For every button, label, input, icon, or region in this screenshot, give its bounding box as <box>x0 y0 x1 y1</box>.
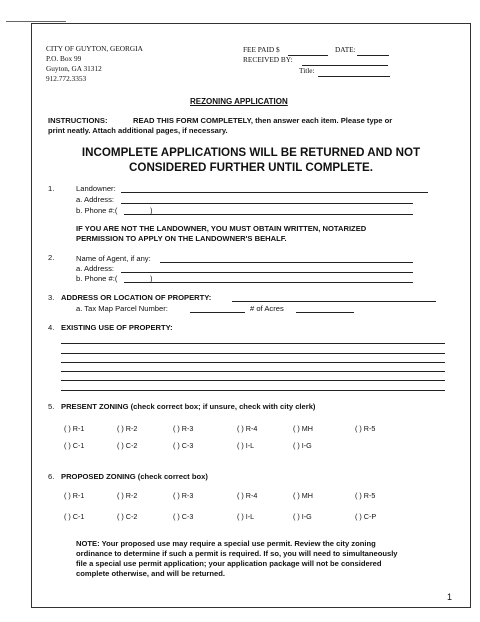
item-4-number: 4. <box>48 323 55 332</box>
warning-line-2: CONSIDERED FURTHER UNTIL COMPLETE. <box>129 161 373 174</box>
present-zoning-c1[interactable]: ( ) C-1 <box>64 441 85 450</box>
existing-use-line-3[interactable] <box>61 362 445 363</box>
proposed-zoning-r4[interactable]: ( ) R-4 <box>237 491 258 500</box>
note-line-3: file a special use permit application; your application package will not be considered <box>76 559 382 568</box>
agent-label: Name of Agent, if any: <box>76 254 151 263</box>
page-border-left <box>31 23 32 607</box>
agent-phone-field[interactable] <box>124 282 413 283</box>
landowner-phone-close: ) <box>150 206 153 215</box>
proposed-zoning-mh[interactable]: ( ) MH <box>293 491 313 500</box>
agent-address-field[interactable] <box>121 272 413 273</box>
note-line-1: NOTE: Your proposed use may require a special use permit. Review the city zoning <box>76 539 376 548</box>
proposed-zoning-c3[interactable]: ( ) C-3 <box>173 512 194 521</box>
item-5-number: 5. <box>48 402 55 411</box>
tax-map-field[interactable] <box>190 312 245 313</box>
landowner-notice-line-2: PERMISSION TO APPLY ON THE LANDOWNER'S BEHALF. <box>76 234 287 243</box>
present-zoning-mh[interactable]: ( ) MH <box>293 424 313 433</box>
agent-address-label: a. Address: <box>76 264 114 273</box>
proposed-zoning-cp[interactable]: ( ) C-P <box>355 512 377 521</box>
title-label: Title: <box>299 66 315 75</box>
date-label: DATE: <box>335 45 356 54</box>
item-2-number: 2. <box>48 253 55 262</box>
present-zoning-r2[interactable]: ( ) R-2 <box>117 424 138 433</box>
landowner-notice-line-1: IF YOU ARE NOT THE LANDOWNER, YOU MUST OBTAIN WRITTEN, NOTARIZED <box>76 224 367 233</box>
agent-phone-close: ) <box>150 274 153 283</box>
present-zoning-il[interactable]: ( ) I-L <box>237 441 255 450</box>
landowner-phone-field[interactable] <box>124 214 413 215</box>
page-border-top <box>31 23 471 24</box>
date-field[interactable] <box>357 55 389 56</box>
note-line-4: complete otherwise, and will be returned. <box>76 569 225 578</box>
proposed-zoning-r3[interactable]: ( ) R-3 <box>173 491 194 500</box>
po-box: P.O. Box 99 <box>46 54 82 63</box>
acres-label: # of Acres <box>250 304 284 313</box>
existing-use-line-2[interactable] <box>61 353 445 354</box>
existing-use-line-6[interactable] <box>61 390 445 391</box>
proposed-zoning-r1[interactable]: ( ) R-1 <box>64 491 85 500</box>
present-zoning-ig[interactable]: ( ) I-G <box>293 441 312 450</box>
present-zoning-r3[interactable]: ( ) R-3 <box>173 424 194 433</box>
page-border-bottom <box>31 607 471 608</box>
note-line-2: ordinance to determine if such a permit is required. If so, you will need to simultaneously <box>76 549 398 558</box>
warning-line-1: INCOMPLETE APPLICATIONS WILL BE RETURNED AND NOT <box>81 146 421 159</box>
item-1-number: 1. <box>48 184 55 193</box>
landowner-phone-label: b. Phone #:( <box>76 206 118 215</box>
form-title: REZONING APPLICATION <box>190 97 288 106</box>
proposed-zoning-il[interactable]: ( ) I-L <box>237 512 255 521</box>
instructions-label: INSTRUCTIONS: <box>48 116 108 125</box>
property-location-label: ADDRESS OR LOCATION OF PROPERTY: <box>61 293 212 302</box>
proposed-zoning-r5[interactable]: ( ) R-5 <box>355 491 376 500</box>
instructions-line-1: READ THIS FORM COMPLETELY, then answer each item. Please type or <box>133 116 393 125</box>
received-by-field[interactable] <box>302 65 388 66</box>
page-border-right <box>470 23 471 607</box>
proposed-zoning-label: PROPOSED ZONING (check correct box) <box>61 472 208 481</box>
instructions-line-2: print neatly. Attach additional pages, if necessary. <box>48 126 228 135</box>
city-name: CITY OF GUYTON, GEORGIA <box>46 44 143 53</box>
item-6-number: 6. <box>48 472 55 481</box>
agent-phone-label: b. Phone #:( <box>76 274 118 283</box>
present-zoning-c2[interactable]: ( ) C-2 <box>117 441 138 450</box>
fee-paid-field[interactable] <box>288 55 328 56</box>
landowner-address-label: a. Address: <box>76 195 114 204</box>
landowner-label: Landowner: <box>76 184 116 193</box>
page-number: 1 <box>447 592 453 602</box>
landowner-field[interactable] <box>121 192 428 193</box>
fee-paid-label: FEE PAID $ <box>243 45 280 54</box>
proposed-zoning-c2[interactable]: ( ) C-2 <box>117 512 138 521</box>
agent-field[interactable] <box>160 262 413 263</box>
present-zoning-label: PRESENT ZONING (check correct box; if unsure, check with city clerk) <box>61 402 316 411</box>
present-zoning-r1[interactable]: ( ) R-1 <box>64 424 85 433</box>
title-field[interactable] <box>318 76 390 77</box>
tax-map-label: a. Tax Map Parcel Number: <box>76 304 168 313</box>
property-location-field[interactable] <box>232 301 436 302</box>
proposed-zoning-r2[interactable]: ( ) R-2 <box>117 491 138 500</box>
existing-use-line-1[interactable] <box>61 343 445 344</box>
existing-use-line-4[interactable] <box>61 371 445 372</box>
existing-use-label: EXISTING USE OF PROPERTY: <box>61 323 173 332</box>
scan-mark <box>6 21 66 22</box>
acres-field[interactable] <box>296 312 354 313</box>
present-zoning-c3[interactable]: ( ) C-3 <box>173 441 194 450</box>
received-by-label: RECEIVED BY: <box>243 55 293 64</box>
landowner-address-field[interactable] <box>121 203 413 204</box>
present-zoning-r5[interactable]: ( ) R-5 <box>355 424 376 433</box>
item-3-number: 3. <box>48 293 55 302</box>
existing-use-line-5[interactable] <box>61 380 445 381</box>
present-zoning-r4[interactable]: ( ) R-4 <box>237 424 258 433</box>
city-phone: 912.772.3353 <box>46 74 87 83</box>
proposed-zoning-c1[interactable]: ( ) C-1 <box>64 512 85 521</box>
proposed-zoning-ig[interactable]: ( ) I-G <box>293 512 312 521</box>
city-state-zip: Guyton, GA 31312 <box>46 64 102 73</box>
